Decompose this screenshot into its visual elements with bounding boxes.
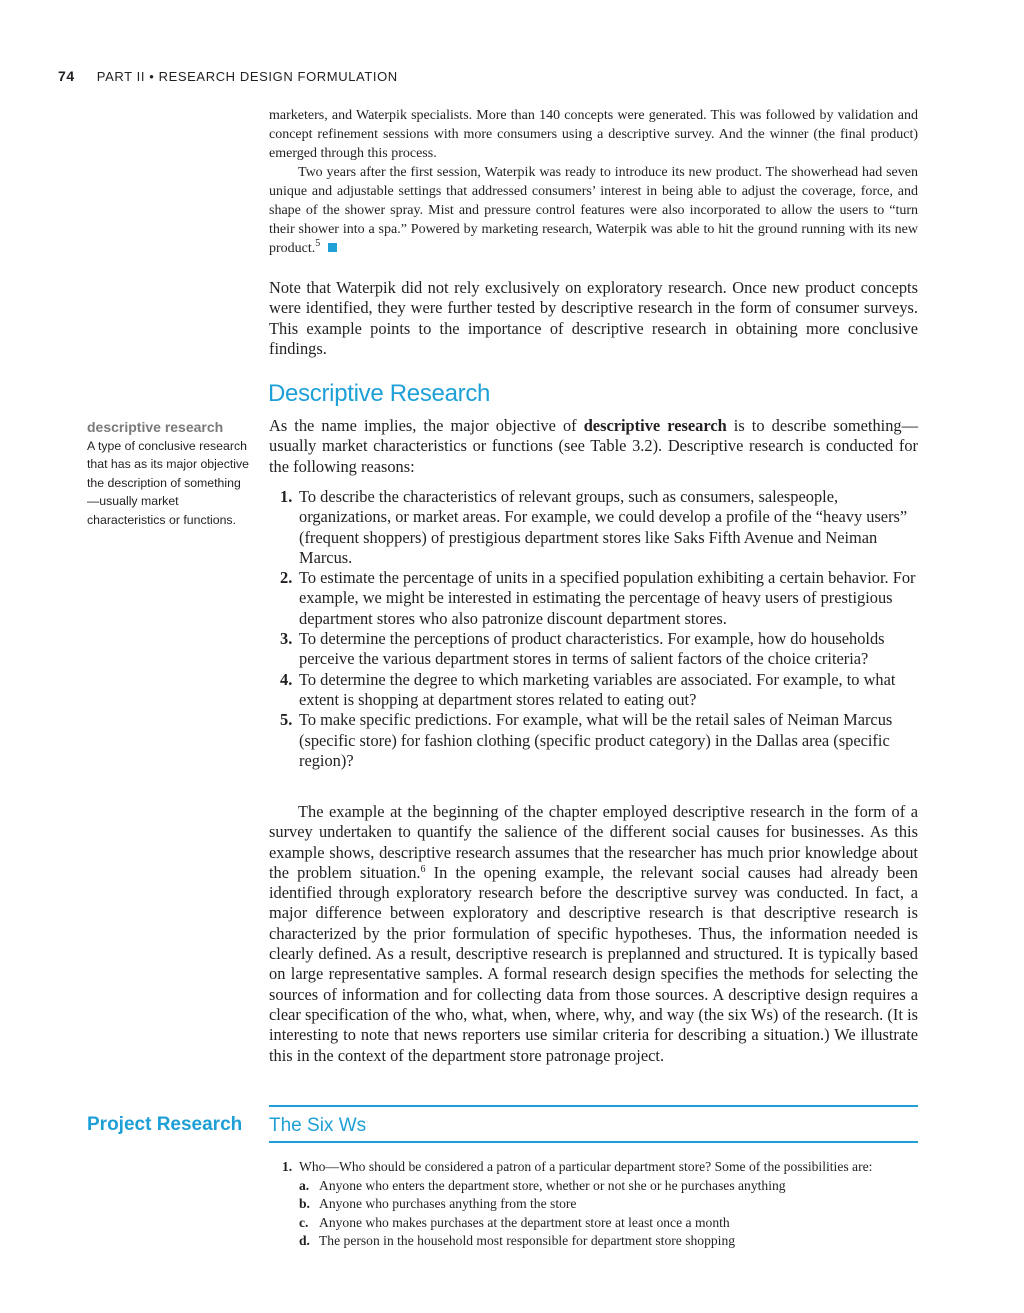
end-of-example-marker — [328, 243, 337, 252]
section-intro: As the name implies, the major objective of descriptive research is to describe something—usually market characteristics or functions (see Table 3.2). Descriptive research is conducted for the following reasons: — [269, 416, 918, 476]
example-paragraph-1: marketers, and Waterpik specialists. More than 140 concepts were generated. This was followed by validation and concept refinement sessions with more consumers using a descriptive survey. And the winner (the final product) emerged through this process. — [269, 108, 918, 161]
list-item: 3. To determine the perceptions of product characteristics. For example, how do households perceive the various department stores in terms of salient factors of the choice criteria? — [280, 629, 885, 669]
running-head: PART II • RESEARCH DESIGN FORMULATION — [96, 69, 398, 84]
list-item: 4. To determine the degree to which marketing variables are associated. For example, to what extent is shopping at department stores related to eating out? — [280, 669, 896, 709]
key-term: descriptive research — [583, 416, 727, 435]
glossary-term: descriptive research — [87, 419, 224, 435]
reasons-list — [269, 487, 918, 771]
option-item: b. Anyone who purchases anything from the store — [299, 1196, 577, 1212]
option-item: a. Anyone who enters the department store, whether or not she or he purchases anything — [299, 1177, 786, 1193]
note-paragraph: Note that Waterpik did not rely exclusively on exploratory research. Once new product concepts were identified, they were further tested by descriptive research in the form of consumer surveys. This example points to the importance of descriptive research in obtaining more conclusive findings. — [269, 278, 918, 358]
option-item: c. Anyone who makes purchases at the department store at least once a month — [299, 1214, 730, 1230]
margin-glossary-note — [87, 418, 252, 529]
list-item: 5. To make specific predictions. For example, what will be the retail sales of Neiman Marcus (specific store) for fashion clothing (specific product category) in the Dallas area (specific region)? — [280, 710, 893, 770]
section-heading: Descriptive Research — [268, 380, 491, 407]
question: 1. Who—Who should be considered a patron of a particular department store? Some of the possibilities are: — [282, 1159, 873, 1174]
list-item: 1. To describe the characteristics of relevant groups, such as consumers, salespeople, organizations, or market areas. For example, we could develop a profile of the “heavy users” (frequent shoppers) of prestigious department stores like Saks Fifth Avenue and Neiman Marcus. — [280, 487, 908, 567]
project-research-label: Project Research — [87, 1114, 243, 1135]
footnote-ref: 5 — [315, 238, 321, 249]
rule-top — [269, 1105, 918, 1107]
project-research-title: The Six Ws — [269, 1115, 367, 1136]
running-header — [58, 68, 398, 84]
example-paragraph-2: Two years after the first session, Waterpik was ready to introduce its new product. The showerhead had seven unique and adjustable settings that addressed consumers’ interest in being able to adjust the coverage, force, and shape of the shower spray. Mist and pressure control features were also incorporated to allow the users to “turn their shower into a spa.” Powered by marketing research, Waterpik was able to hit the ground running with its new product.$^5$ — [269, 165, 918, 256]
list-item: 2. To estimate the percentage of units in a specified population exhibiting a certain behavior. For example, we might be interested in estimating the percentage of heavy users of prestigious department stores who also patronize discount department stores. — [280, 568, 916, 628]
six-ws-list — [282, 1158, 922, 1251]
long-paragraph: The example at the beginning of the chapter employed descriptive research in the form of a survey undertaken to quantify the salience of the different social causes for businesses. As this example shows, descriptive research assumes that the researcher has much prior knowledge about the problem situation.$^6$ In the opening example, the relevant social causes had already been identified through exploratory research before the descriptive survey was conducted. In fact, a major difference between exploratory and descriptive research is that descriptive research is characterized by the prior formulation of specific hypotheses. Thus, the information needed is clearly defined. As a result, descriptive research is preplanned and structured. It is typically based on large representative samples. A formal research design specifies the methods for selecting the sources of information and for collecting data from those sources. A descriptive design requires a clear specification of the who, what, when, where, why, and way (the six Ws) of the research. (It is interesting to note that news reporters use similar criteria for describing a situation.) We illustrate this in the context of the department store patronage project. — [269, 802, 918, 1065]
glossary-definition: A type of conclusive research that has as its major objective the description of something—usually market characteristics or functions. — [87, 438, 249, 527]
example-continuation — [269, 106, 918, 258]
option-item: d. The person in the household most responsible for department store shopping — [299, 1233, 736, 1249]
page-number: 74 — [58, 68, 75, 84]
rule-bottom — [269, 1141, 918, 1143]
footnote-ref: 6 — [420, 863, 426, 875]
